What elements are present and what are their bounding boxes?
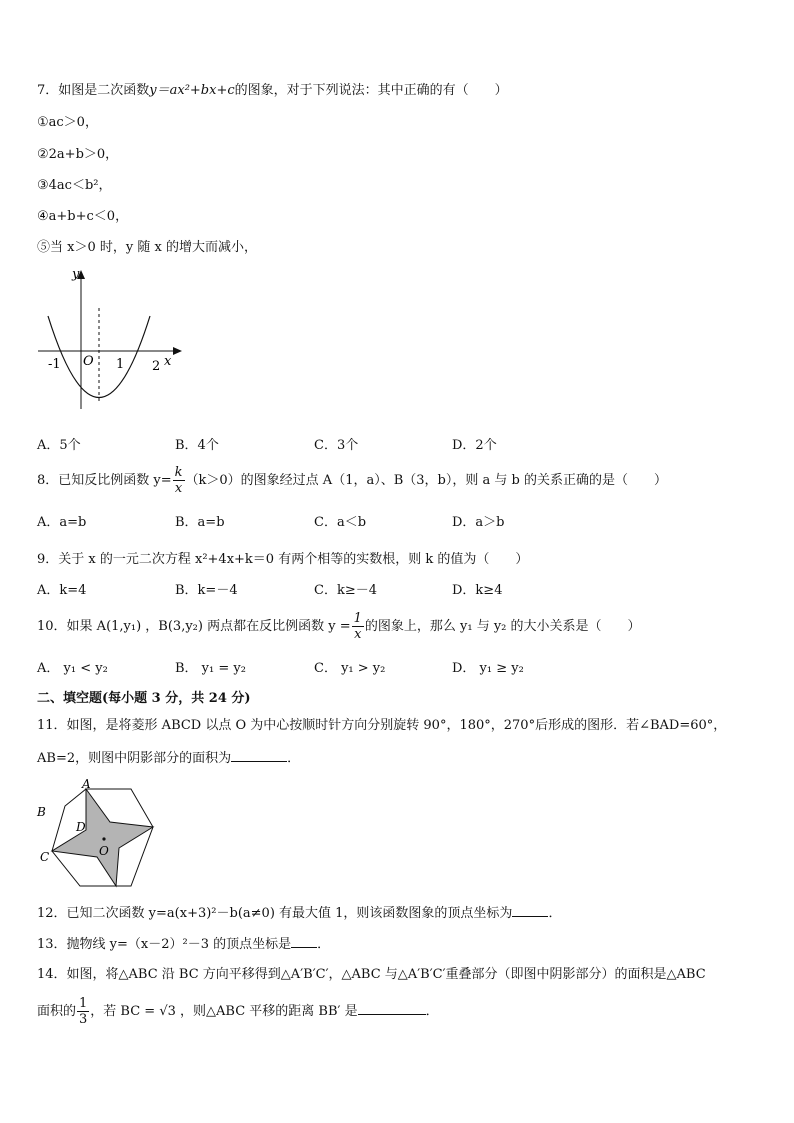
- q8-stem: [37, 463, 667, 499]
- q10-option-a: A． y₁ < y₂: [37, 661, 108, 676]
- tick-1: 1: [116, 357, 125, 372]
- q11-line-1: 11．如图，是将菱形 ABCD 以点 O 为中心按顺时针方向分别旋转 90°，180°，270°后形成的图形．若∠BAD=60°，: [37, 718, 727, 733]
- label-b: B: [37, 805, 46, 819]
- q14-line-2: [37, 994, 439, 1030]
- x-axis-label: x: [164, 354, 172, 369]
- q10-option-c: C． y₁ > y₂: [314, 661, 386, 676]
- q12-end: ．: [548, 906, 562, 921]
- section-2-title: 二、填空题(每小题 3 分，共 24 分): [37, 691, 251, 706]
- q14-line-2-a: 面积的: [37, 1004, 77, 1019]
- q14-frac-num: 1: [79, 996, 88, 1011]
- label-o: O: [99, 844, 109, 858]
- label-c: C: [40, 850, 50, 864]
- q8-stem-a: 8．已知反比例函数 y=: [37, 473, 172, 488]
- q14-end: ．: [425, 1004, 439, 1019]
- q8-frac-num: k: [174, 465, 183, 480]
- q11-line-2-text: AB=2，则图中阴影部分的面积为: [37, 751, 232, 766]
- q11-line-2: [37, 749, 300, 768]
- label-d: D: [76, 820, 86, 834]
- q10-stem-a: 10．如果 A(1,y₁) ，B(3,y₂) 两点都在反比例函数 y =: [37, 619, 351, 634]
- tick-2: 2: [152, 359, 161, 374]
- q8-option-c: C．a＜b: [314, 515, 367, 530]
- q8-fraction: [173, 465, 185, 496]
- q11-rhombus-figure: [34, 778, 164, 893]
- q9-stem: 9．关于 x 的一元二次方程 x²+4x+k＝0 有两个相等的实数根，则 k 的值为（ ）: [37, 552, 529, 567]
- q14-frac-den: 3: [79, 1012, 88, 1027]
- q8-option-d: D．a＞b: [452, 515, 505, 530]
- q11-answer-blank[interactable]: [231, 749, 287, 762]
- q8-option-b: B．a=b: [175, 515, 225, 530]
- q10-fraction: [352, 611, 364, 642]
- tick-minus-1: -1: [48, 357, 61, 372]
- q7-parabola-graph: [36, 264, 186, 419]
- q7-stem-tail: 的图象，对于下列说法：其中正确的有（ ）: [234, 83, 508, 98]
- label-a: A: [82, 778, 91, 791]
- q12-line: [37, 904, 561, 923]
- q10-frac-den: x: [354, 627, 362, 642]
- q10-option-d: D． y₁ ≥ y₂: [452, 661, 524, 676]
- q7-item-2: ②2a+b＞0，: [37, 147, 119, 162]
- q7-item-4: ④a+b+c＜0，: [37, 209, 129, 224]
- q10-stem: [37, 609, 641, 645]
- q7-option-d: D．2个: [452, 438, 497, 453]
- q7-item-5: ⑤当 x＞0 时，y 随 x 的增大而减小，: [37, 240, 257, 255]
- q7-item-3: ③4ac＜b²，: [37, 178, 112, 193]
- q7-stem: [37, 82, 508, 100]
- q9-option-b: B．k=－4: [175, 583, 238, 598]
- center-point: [102, 837, 105, 840]
- q12-text: 12．已知二次函数 y=a(x+3)²－b(a≠0) 有最大值 1，则该函数图象的顶点坐标为: [37, 906, 513, 921]
- q7-option-a: A．5个: [37, 438, 81, 453]
- q8-frac-den: x: [174, 481, 183, 496]
- q7-option-b: B．4个: [175, 438, 219, 453]
- q10-stem-b: 的图象上，那么 y₁ 与 y₂ 的大小关系是（ ）: [364, 619, 641, 634]
- q7-stem-text: 7．如图是二次函数: [37, 83, 150, 98]
- q13-end: ．: [317, 937, 331, 952]
- q7-function: y＝ax²+bx+c: [149, 83, 235, 98]
- q10-frac-num: 1: [353, 611, 362, 626]
- q13-text: 13．抛物线 y=（x－2）²－3 的顶点坐标是: [37, 937, 292, 952]
- q14-line-1: 14．如图，将△ABC 沿 BC 方向平移得到△A′B′C′，△ABC 与△A′B′C′重叠部分（即图中阴影部分）的面积是△ABC: [37, 967, 706, 982]
- q8-option-a: A．a=b: [37, 515, 87, 530]
- q9-option-a: A．k=4: [37, 583, 87, 598]
- q7-option-c: C．3个: [314, 438, 359, 453]
- q10-option-b: B． y₁ = y₂: [175, 661, 246, 676]
- q13-line: [37, 935, 330, 954]
- q14-line-2-b: ，若 BC = √3 ，则△ABC 平移的距离 BB′ 是: [90, 1004, 358, 1019]
- q8-stem-b: （k＞0）的图象经过点 A（1，a）、B（3，b），则 a 与 b 的关系正确的是（ ）: [185, 473, 667, 488]
- q14-fraction: [77, 996, 89, 1027]
- q13-answer-blank[interactable]: [291, 935, 317, 948]
- q9-option-c: C．k≥－4: [314, 583, 377, 598]
- q12-answer-blank[interactable]: [512, 904, 548, 917]
- origin-label: O: [83, 354, 94, 369]
- q14-answer-blank[interactable]: [358, 1002, 426, 1015]
- q11-end: ．: [287, 751, 301, 766]
- q9-option-d: D．k≥4: [452, 583, 503, 598]
- y-axis-label: y: [72, 267, 80, 282]
- q7-item-1: ①ac＞0，: [37, 115, 98, 130]
